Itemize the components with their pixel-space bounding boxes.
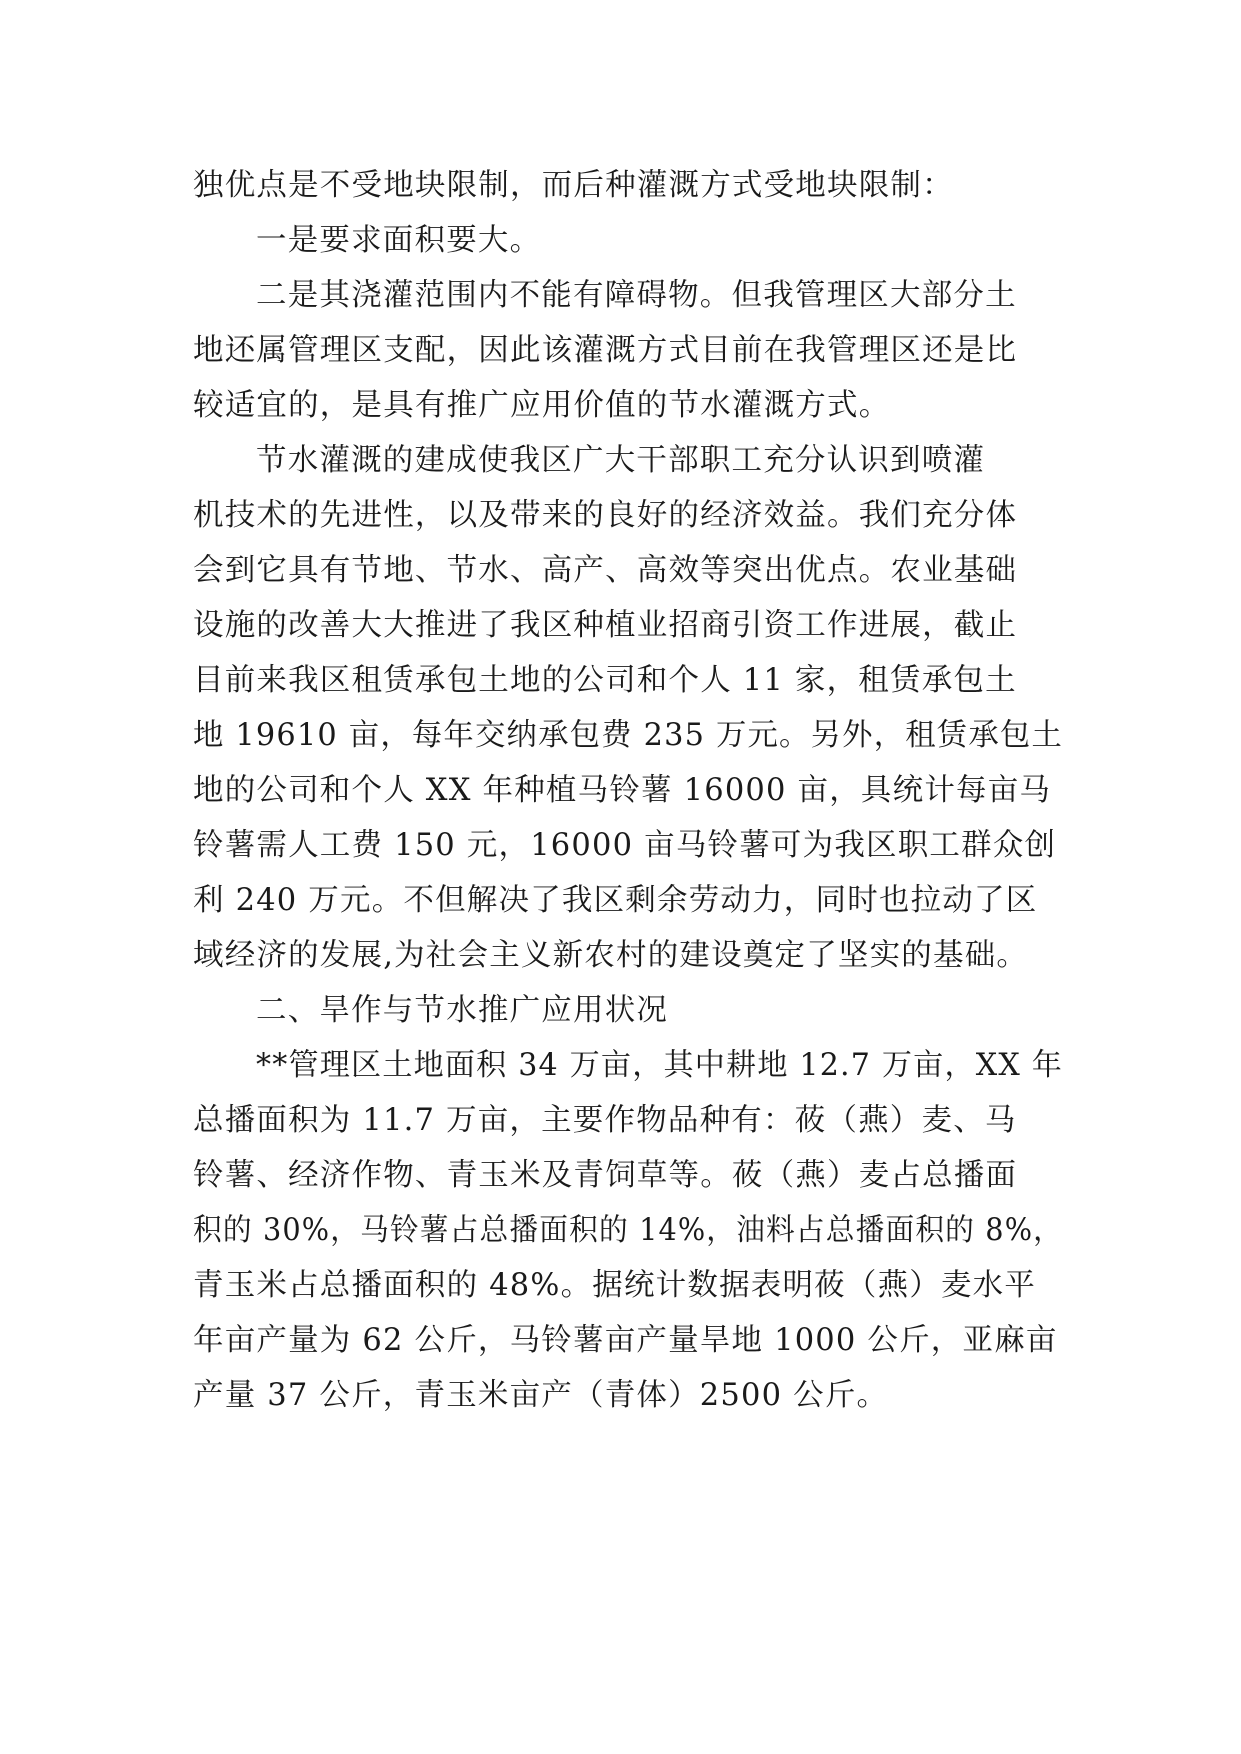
paragraph-line: 域经济的发展,为社会主义新农村的建设奠定了坚实的基础。 xyxy=(193,938,1029,973)
paragraph-line: 一是要求面积要大。 xyxy=(256,223,542,258)
paragraph-line: 设施的改善大大推进了我区种植业招商引资工作进展，截止 xyxy=(193,608,1018,643)
paragraph-line: 节水灌溉的建成使我区广大干部职工充分认识到喷灌 xyxy=(256,443,986,478)
paragraph-line: 独优点是不受地块限制，而后种灌溉方式受地块限制： xyxy=(193,168,954,203)
paragraph-line: 二是其浇灌范围内不能有障碍物。但我管理区大部分土 xyxy=(256,278,1017,313)
paragraph-line: 产量 37 公斤，青玉米亩产（青体）2500 公斤。 xyxy=(193,1378,889,1413)
section-heading: 二、旱作与节水推广应用状况 xyxy=(256,993,669,1028)
paragraph-line: 地的公司和个人 XX 年种植马铃薯 16000 亩，具统计每亩马 xyxy=(193,773,1052,808)
paragraph-line: 目前来我区租赁承包土地的公司和个人 11 家，租赁承包土 xyxy=(193,663,1017,698)
paragraph-line: 地 19610 亩，每年交纳承包费 235 万元。另外，租赁承包土 xyxy=(193,718,1064,753)
paragraph-line: 青玉米占总播面积的 48%。据统计数据表明莜（燕）麦水平 xyxy=(193,1268,1037,1303)
paragraph-line: 铃薯、经济作物、青玉米及青饲草等。莜（燕）麦占总播面 xyxy=(193,1158,1018,1193)
paragraph-line: 利 240 万元。不但解决了我区剩余劳动力，同时也拉动了区 xyxy=(193,883,1038,918)
paragraph-line: 铃薯需人工费 150 元，16000 亩马铃薯可为我区职工群众创 xyxy=(193,828,1057,863)
paragraph-line: 总播面积为 11.7 万亩，主要作物品种有：莜（燕）麦、马 xyxy=(193,1103,1017,1138)
paragraph-line: 积的 30%，马铃薯占总播面积的 14%，油料占总播面积的 8%， xyxy=(193,1213,1063,1248)
document-body xyxy=(193,158,1064,1423)
paragraph-line: 机技术的先进性，以及带来的良好的经济效益。我们充分体 xyxy=(193,498,1018,533)
paragraph-line: 会到它具有节地、节水、高产、高效等突出优点。农业基础 xyxy=(193,553,1018,588)
paragraph-line: 较适宜的，是具有推广应用价值的节水灌溉方式。 xyxy=(193,388,891,423)
paragraph-line: 年亩产量为 62 公斤，马铃薯亩产量旱地 1000 公斤，亚麻亩 xyxy=(193,1323,1058,1358)
paragraph-line: **管理区土地面积 34 万亩，其中耕地 12.7 万亩，XX 年 xyxy=(256,1048,1064,1083)
paragraph-line: 地还属管理区支配，因此该灌溉方式目前在我管理区还是比 xyxy=(193,333,1018,368)
